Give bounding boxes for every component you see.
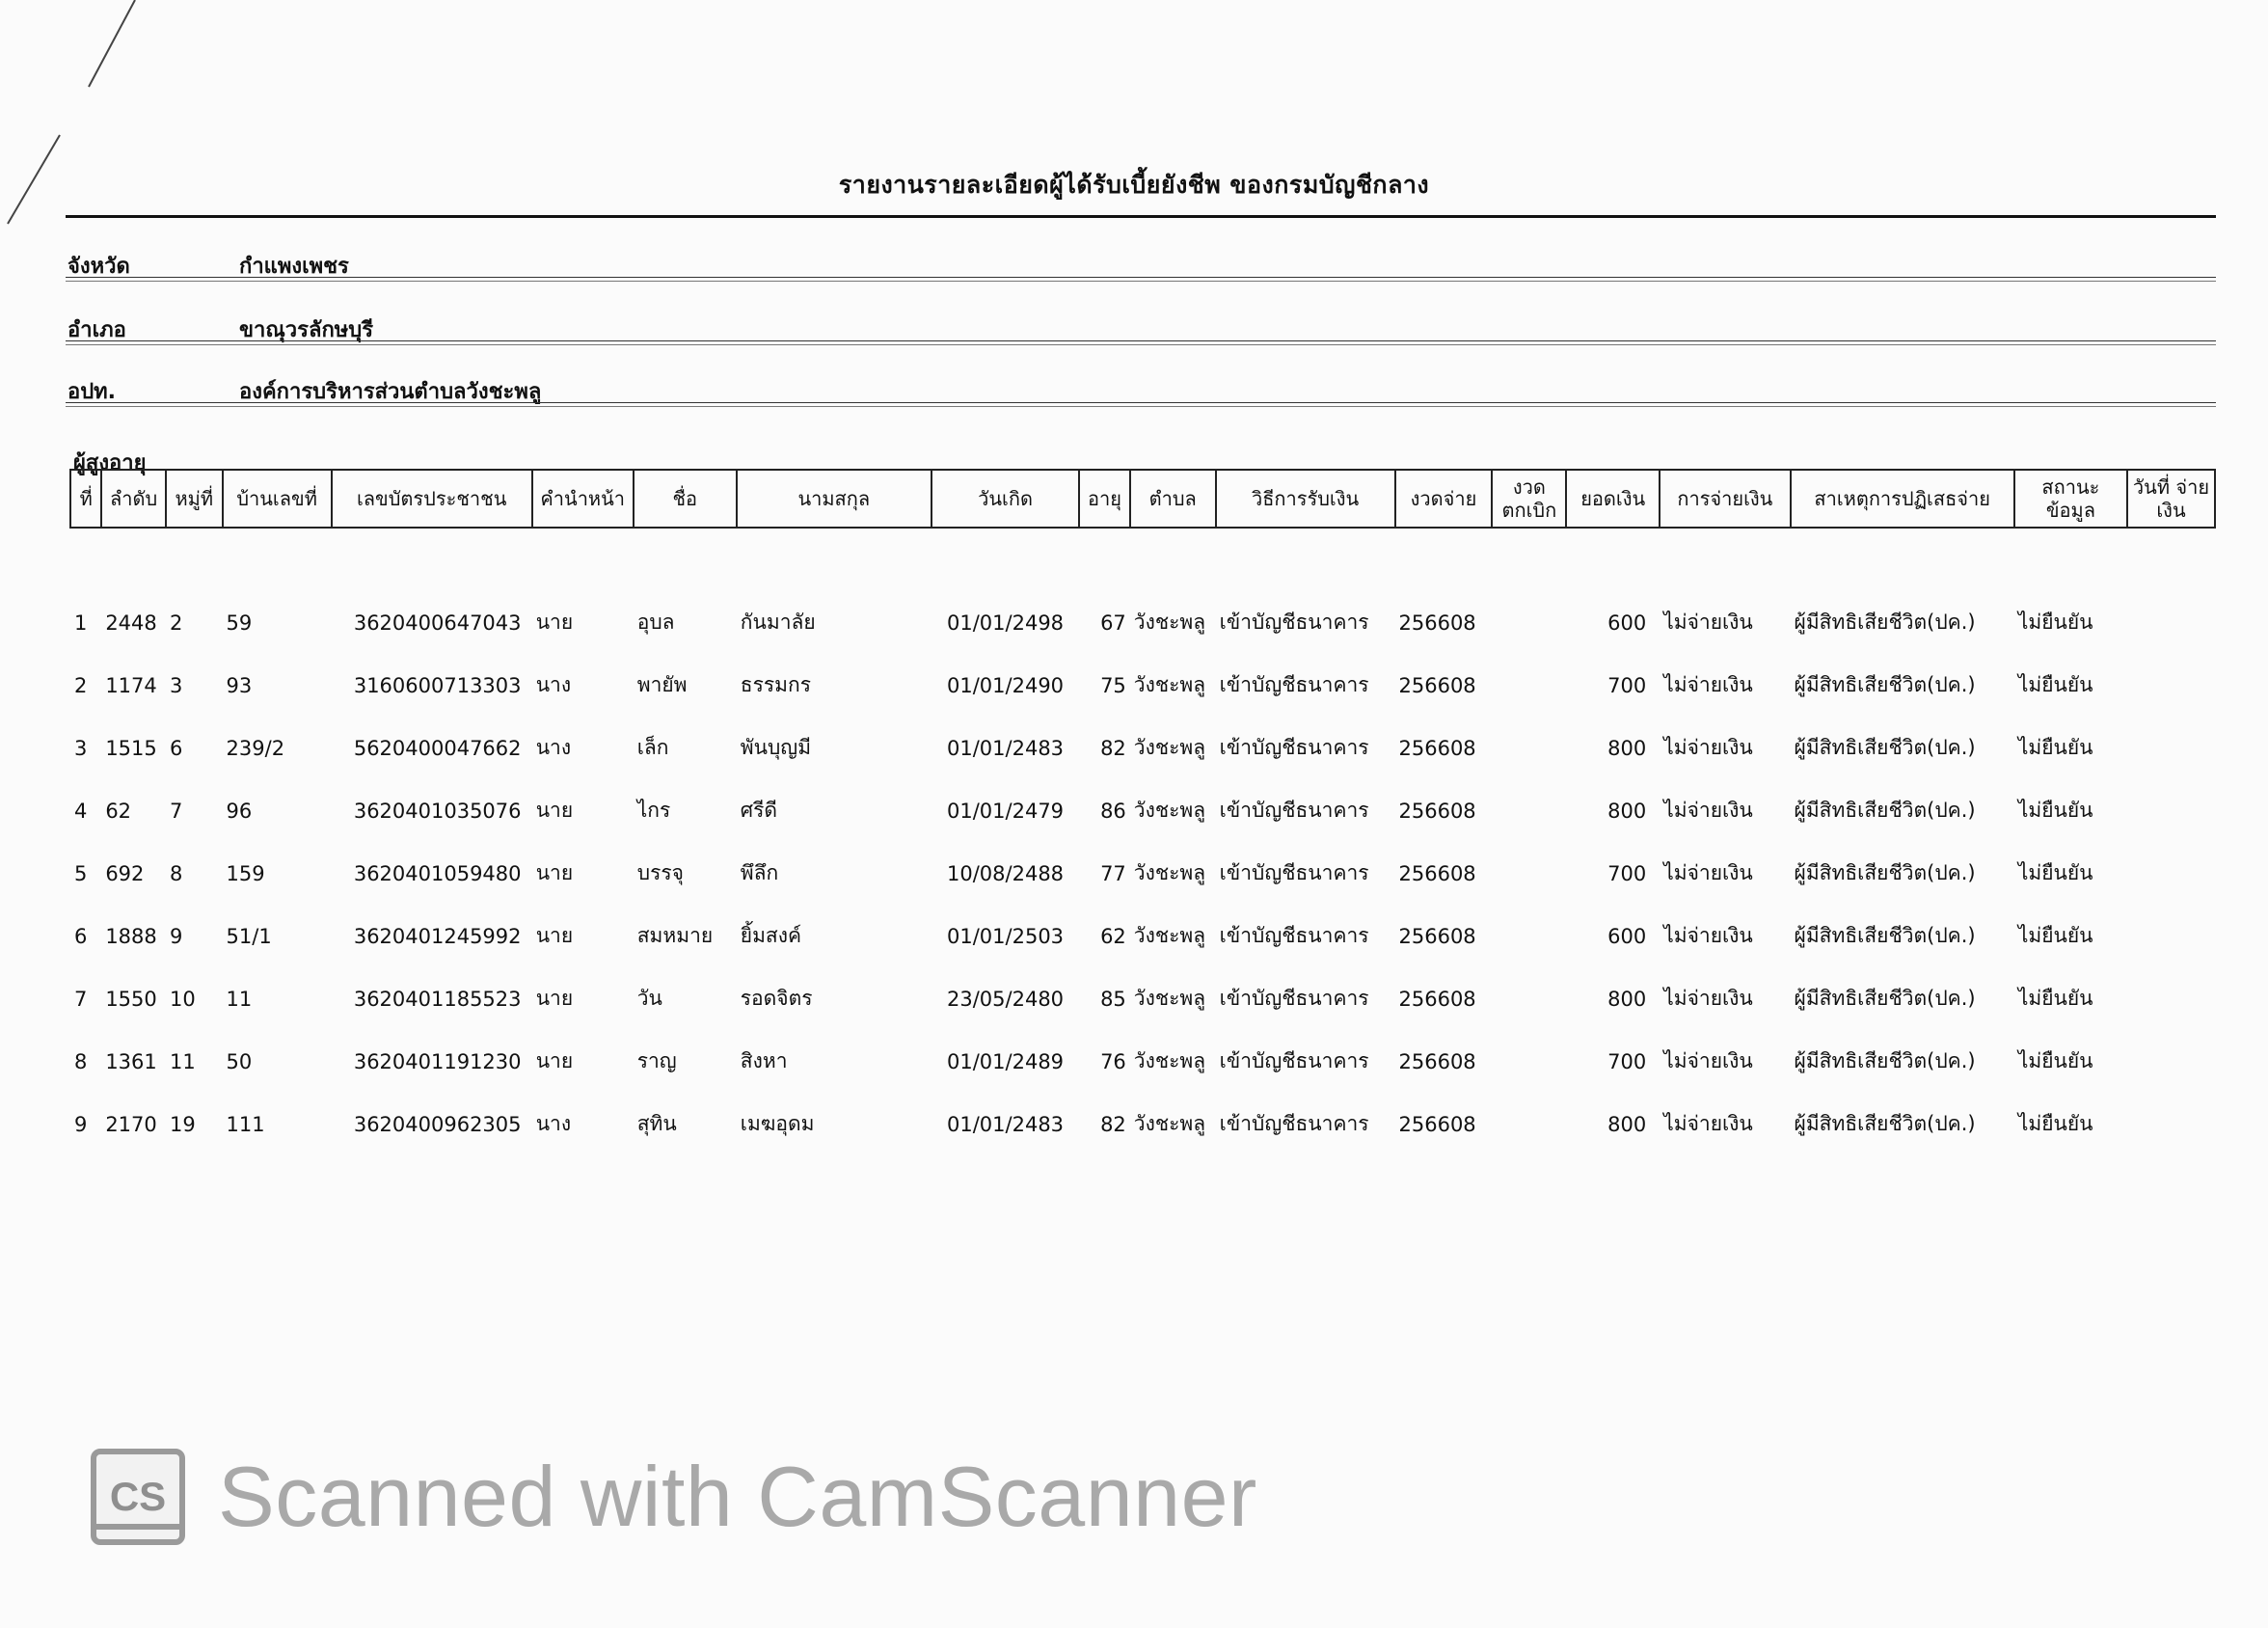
cell-pay-date <box>2127 905 2215 967</box>
cell-amount: 600 <box>1607 924 1647 948</box>
cell-payment-method: เข้าบัญชีธนาคาร <box>1219 736 1369 759</box>
camscanner-watermark <box>91 1447 1257 1547</box>
cell-pay-date <box>2127 591 2215 654</box>
table-row <box>70 905 2215 967</box>
cell-village-no: 8 <box>169 861 183 885</box>
cell-rejection-reason: ผู้มีสิทธิเสียชีวิต(ปค.) <box>1794 1112 1976 1135</box>
cell-prefix: นาง <box>535 673 572 696</box>
cell-birth-date: 01/01/2483 <box>947 1112 1065 1136</box>
cell-pay-period: 256608 <box>1398 736 1476 760</box>
cell-age: 75 <box>1100 673 1126 697</box>
section-label: ผู้สูงอายุ <box>73 451 147 475</box>
meta-underline <box>66 402 2216 407</box>
column-header: ชื่อ <box>634 470 737 528</box>
cell-payment-status: ไม่จ่ายเงิน <box>1663 861 1753 884</box>
cell-village-no: 10 <box>169 987 196 1011</box>
cell-citizen-id: 3620401059480 <box>353 861 522 885</box>
cell-arrears-period <box>1492 717 1566 779</box>
cell-arrears-period <box>1492 591 1566 654</box>
cell-rejection-reason: ผู้มีสิทธิเสียชีวิต(ปค.) <box>1794 799 1976 822</box>
cell-amount: 700 <box>1607 1049 1647 1073</box>
cell-house-no: 93 <box>226 673 253 697</box>
meta-label: อปท. <box>68 380 117 404</box>
cell-data-status: ไม่ยืนยัน <box>2017 610 2093 634</box>
cell-village-no: 11 <box>169 1049 196 1073</box>
cell-house-no: 239/2 <box>226 736 285 760</box>
column-header: การจ่ายเงิน <box>1660 470 1790 528</box>
cell-rejection-reason: ผู้มีสิทธิเสียชีวิต(ปค.) <box>1794 987 1976 1010</box>
cell-payment-method: เข้าบัญชีธนาคาร <box>1219 610 1369 634</box>
cell-subdistrict: วังชะพลู <box>1133 799 1206 822</box>
cell-amount: 800 <box>1607 987 1647 1011</box>
cell-rejection-reason: ผู้มีสิทธิเสียชีวิต(ปค.) <box>1794 673 1976 696</box>
cell-age: 85 <box>1100 987 1126 1011</box>
camscanner-logo <box>91 1449 185 1545</box>
cell-birth-date: 10/08/2488 <box>947 861 1065 885</box>
cell-village-no: 3 <box>169 673 183 697</box>
column-header: คำนำหน้า <box>532 470 634 528</box>
cell-seq: 1174 <box>105 673 157 697</box>
cell-payment-status: ไม่จ่ายเงิน <box>1663 1112 1753 1135</box>
cell-birth-date: 01/01/2489 <box>947 1049 1065 1073</box>
table-body <box>70 528 2215 1155</box>
table-row <box>70 1093 2215 1155</box>
cell-payment-method: เข้าบัญชีธนาคาร <box>1219 924 1369 947</box>
cell-row-number: 2 <box>74 673 88 697</box>
cell-arrears-period <box>1492 842 1566 905</box>
cell-citizen-id: 5620400047662 <box>353 736 522 760</box>
cell-data-status: ไม่ยืนยัน <box>2017 987 2093 1010</box>
column-header: วันเกิด <box>932 470 1080 528</box>
cell-seq: 1550 <box>105 987 157 1011</box>
cell-seq: 62 <box>105 799 132 823</box>
cell-pay-period: 256608 <box>1398 861 1476 885</box>
column-header: ลำดับ <box>101 470 166 528</box>
cell-last-name: รอดจิตร <box>740 987 813 1010</box>
cell-age: 76 <box>1100 1049 1126 1073</box>
cell-last-name: ศรีดี <box>740 799 778 822</box>
cell-first-name: วัน <box>636 987 662 1010</box>
table-header-row <box>70 470 2215 528</box>
cell-subdistrict: วังชะพลู <box>1133 924 1206 947</box>
cell-payment-status: ไม่จ่ายเงิน <box>1663 610 1753 634</box>
table-row <box>70 654 2215 717</box>
meta-value: ขาณุวรลักษบุรี <box>239 318 374 342</box>
column-header: บ้านเลขที่ <box>223 470 332 528</box>
cell-last-name: ธรรมกร <box>740 673 811 696</box>
cell-payment-method: เข้าบัญชีธนาคาร <box>1219 987 1369 1010</box>
cell-pay-date <box>2127 1030 2215 1093</box>
meta-value: กำแพงเพชร <box>239 255 349 279</box>
cell-birth-date: 01/01/2498 <box>947 610 1065 635</box>
spacer-row <box>70 528 2215 591</box>
cell-amount: 800 <box>1607 799 1647 823</box>
cell-birth-date: 01/01/2483 <box>947 736 1065 760</box>
cell-first-name: อุบล <box>636 610 675 634</box>
cell-first-name: เล็ก <box>636 736 669 759</box>
cell-prefix: นาง <box>535 736 572 759</box>
meta-underline <box>66 277 2216 282</box>
cell-birth-date: 01/01/2503 <box>947 924 1065 948</box>
cell-row-number: 4 <box>74 799 88 823</box>
column-header: นามสกุล <box>737 470 932 528</box>
cell-arrears-period <box>1492 1093 1566 1155</box>
cell-payment-status: ไม่จ่ายเงิน <box>1663 1049 1753 1072</box>
meta-label: อำเภอ <box>68 318 126 342</box>
cell-citizen-id: 3620401185523 <box>353 987 522 1011</box>
cell-row-number: 7 <box>74 987 88 1011</box>
cell-house-no: 96 <box>226 799 253 823</box>
cell-seq: 692 <box>105 861 145 885</box>
cell-arrears-period <box>1492 779 1566 842</box>
cell-village-no: 6 <box>169 736 183 760</box>
cell-house-no: 50 <box>226 1049 253 1073</box>
cell-prefix: นาย <box>535 799 574 822</box>
beneficiary-table <box>69 469 2216 1155</box>
cell-last-name: พึลึก <box>740 861 779 884</box>
cell-age: 67 <box>1100 610 1126 635</box>
column-header: วิธีการรับเงิน <box>1216 470 1395 528</box>
cell-amount: 700 <box>1607 861 1647 885</box>
cell-payment-method: เข้าบัญชีธนาคาร <box>1219 861 1369 884</box>
cell-arrears-period <box>1492 905 1566 967</box>
cell-data-status: ไม่ยืนยัน <box>2017 736 2093 759</box>
cell-pay-date <box>2127 779 2215 842</box>
meta-district <box>66 307 2216 345</box>
cell-subdistrict: วังชะพลู <box>1133 1112 1206 1135</box>
cell-prefix: นาย <box>535 861 574 884</box>
cell-village-no: 19 <box>169 1112 196 1136</box>
cell-payment-status: ไม่จ่ายเงิน <box>1663 799 1753 822</box>
cell-seq: 1515 <box>105 736 157 760</box>
cell-house-no: 111 <box>226 1112 265 1136</box>
cell-subdistrict: วังชะพลู <box>1133 987 1206 1010</box>
cell-subdistrict: วังชะพลู <box>1133 610 1206 634</box>
logo-text: CS <box>109 1474 167 1519</box>
cell-payment-method: เข้าบัญชีธนาคาร <box>1219 1049 1369 1072</box>
cell-prefix: นาง <box>535 1112 572 1135</box>
cell-citizen-id: 3620400962305 <box>353 1112 522 1136</box>
cell-pay-date <box>2127 654 2215 717</box>
cell-row-number: 3 <box>74 736 88 760</box>
cell-subdistrict: วังชะพลู <box>1133 861 1206 884</box>
column-header: ที่ <box>70 470 101 528</box>
cell-prefix: นาย <box>535 987 574 1010</box>
cell-village-no: 9 <box>169 924 183 948</box>
cell-last-name: สิงหา <box>740 1049 788 1072</box>
cell-rejection-reason: ผู้มีสิทธิเสียชีวิต(ปค.) <box>1794 610 1976 634</box>
cell-data-status: ไม่ยืนยัน <box>2017 924 2093 947</box>
report-title: รายงานรายละเอียดผู้ได้รับเบี้ยยังชีพ ของกรมบัญชีกลาง <box>838 171 1430 199</box>
cell-last-name: ยิ้มสงค์ <box>740 924 802 947</box>
cell-data-status: ไม่ยืนยัน <box>2017 673 2093 696</box>
cell-arrears-period <box>1492 1030 1566 1093</box>
cell-amount: 800 <box>1607 736 1647 760</box>
cell-payment-method: เข้าบัญชีธนาคาร <box>1219 799 1369 822</box>
table-row <box>70 842 2215 905</box>
cell-first-name: สมหมาย <box>636 924 714 947</box>
cell-first-name: ราญ <box>636 1049 677 1072</box>
cell-data-status: ไม่ยืนยัน <box>2017 799 2093 822</box>
cell-citizen-id: 3620401035076 <box>353 799 522 823</box>
cell-prefix: นาย <box>535 610 574 634</box>
column-header: สาเหตุการปฏิเสธจ่าย <box>1791 470 2014 528</box>
cell-payment-status: ไม่จ่ายเงิน <box>1663 924 1753 947</box>
meta-province <box>66 243 2216 282</box>
cell-pay-period: 256608 <box>1398 799 1476 823</box>
cell-first-name: บรรจุ <box>636 861 684 884</box>
cell-pay-period: 256608 <box>1398 987 1476 1011</box>
column-header: ยอดเงิน <box>1566 470 1660 528</box>
cell-data-status: ไม่ยืนยัน <box>2017 1112 2093 1135</box>
cell-age: 86 <box>1100 799 1126 823</box>
column-header: งวดจ่าย <box>1395 470 1493 528</box>
column-header: วันที่ จ่ายเงิน <box>2127 470 2215 528</box>
cell-row-number: 6 <box>74 924 88 948</box>
cell-rejection-reason: ผู้มีสิทธิเสียชีวิต(ปค.) <box>1794 861 1976 884</box>
cell-seq: 2448 <box>105 610 157 635</box>
cell-first-name: ไกร <box>636 799 671 822</box>
meta-value: องค์การบริหารส่วนตำบลวังชะพลู <box>239 380 542 404</box>
table-row <box>70 717 2215 779</box>
cell-pay-date <box>2127 842 2215 905</box>
column-header: สถานะ ข้อมูล <box>2014 470 2127 528</box>
cell-row-number: 8 <box>74 1049 88 1073</box>
cell-seq: 1888 <box>105 924 157 948</box>
cell-rejection-reason: ผู้มีสิทธิเสียชีวิต(ปค.) <box>1794 736 1976 759</box>
cell-arrears-period <box>1492 654 1566 717</box>
cell-birth-date: 23/05/2480 <box>947 987 1065 1011</box>
cell-citizen-id: 3620400647043 <box>353 610 522 635</box>
cell-age: 62 <box>1100 924 1126 948</box>
cell-prefix: นาย <box>535 1049 574 1072</box>
cell-data-status: ไม่ยืนยัน <box>2017 861 2093 884</box>
cell-row-number: 1 <box>74 610 88 635</box>
cell-subdistrict: วังชะพลู <box>1133 1049 1206 1072</box>
cell-payment-status: ไม่จ่ายเงิน <box>1663 987 1753 1010</box>
table-row <box>70 591 2215 654</box>
cell-arrears-period <box>1492 967 1566 1030</box>
cell-village-no: 2 <box>169 610 183 635</box>
cell-payment-status: ไม่จ่ายเงิน <box>1663 736 1753 759</box>
watermark-text: Scanned with CamScanner <box>218 1449 1257 1544</box>
cell-subdistrict: วังชะพลู <box>1133 736 1206 759</box>
cell-payment-status: ไม่จ่ายเงิน <box>1663 673 1753 696</box>
cell-payment-method: เข้าบัญชีธนาคาร <box>1219 1112 1369 1135</box>
cell-village-no: 7 <box>169 799 183 823</box>
cell-subdistrict: วังชะพลู <box>1133 673 1206 696</box>
cell-pay-period: 256608 <box>1398 673 1476 697</box>
cell-last-name: พันบุญมี <box>740 736 812 759</box>
cell-citizen-id: 3620401245992 <box>353 924 522 948</box>
cell-data-status: ไม่ยืนยัน <box>2017 1049 2093 1072</box>
meta-underline <box>66 340 2216 345</box>
meta-local-org <box>66 368 2216 407</box>
column-header: อายุ <box>1079 470 1130 528</box>
cell-house-no: 11 <box>226 987 253 1011</box>
cell-first-name: สุทิน <box>636 1112 677 1135</box>
cell-prefix: นาย <box>535 924 574 947</box>
cell-pay-date <box>2127 717 2215 779</box>
cell-rejection-reason: ผู้มีสิทธิเสียชีวิต(ปค.) <box>1794 924 1976 947</box>
column-header: งวด ตกเบิก <box>1492 470 1566 528</box>
cell-last-name: เมฆอุดม <box>740 1112 815 1135</box>
cell-birth-date: 01/01/2479 <box>947 799 1065 823</box>
cell-house-no: 59 <box>226 610 253 635</box>
title-divider <box>66 215 2216 218</box>
cell-pay-date <box>2127 967 2215 1030</box>
cell-row-number: 5 <box>74 861 88 885</box>
cell-pay-period: 256608 <box>1398 1049 1476 1073</box>
cell-first-name: พายัพ <box>636 673 688 696</box>
cell-birth-date: 01/01/2490 <box>947 673 1065 697</box>
cell-pay-period: 256608 <box>1398 924 1476 948</box>
column-header: เลขบัตรประชาชน <box>332 470 532 528</box>
cell-row-number: 9 <box>74 1112 88 1136</box>
cell-age: 82 <box>1100 736 1126 760</box>
cell-seq: 1361 <box>105 1049 157 1073</box>
cell-pay-period: 256608 <box>1398 610 1476 635</box>
cell-citizen-id: 3620401191230 <box>353 1049 522 1073</box>
meta-label: จังหวัด <box>68 255 130 279</box>
column-header: ตำบล <box>1130 470 1216 528</box>
cell-citizen-id: 3160600713303 <box>353 673 522 697</box>
cell-amount: 800 <box>1607 1112 1647 1136</box>
cell-amount: 700 <box>1607 673 1647 697</box>
cell-amount: 600 <box>1607 610 1647 635</box>
cell-payment-method: เข้าบัญชีธนาคาร <box>1219 673 1369 696</box>
cell-age: 77 <box>1100 861 1126 885</box>
cell-pay-date <box>2127 1093 2215 1155</box>
cell-age: 82 <box>1100 1112 1126 1136</box>
table-row <box>70 967 2215 1030</box>
table-row <box>70 779 2215 842</box>
cell-house-no: 51/1 <box>226 924 272 948</box>
cell-pay-period: 256608 <box>1398 1112 1476 1136</box>
cell-house-no: 159 <box>226 861 265 885</box>
cell-rejection-reason: ผู้มีสิทธิเสียชีวิต(ปค.) <box>1794 1049 1976 1072</box>
cell-last-name: กันมาลัย <box>740 610 816 634</box>
table-row <box>70 1030 2215 1093</box>
column-header: หมู่ที่ <box>166 470 223 528</box>
cell-seq: 2170 <box>105 1112 157 1136</box>
